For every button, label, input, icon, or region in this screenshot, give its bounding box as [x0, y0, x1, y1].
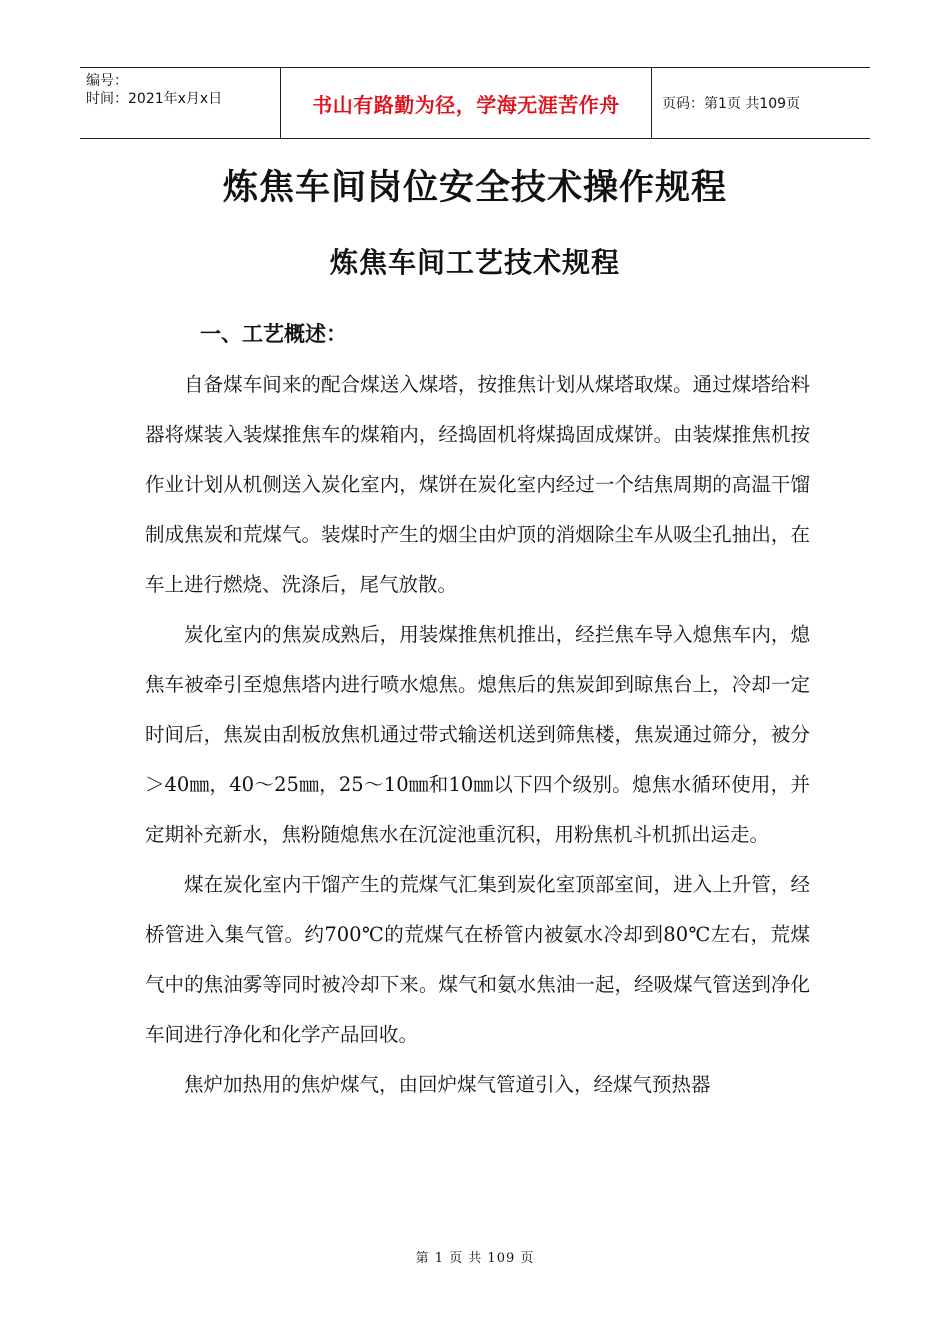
paragraph: 炭化室内的焦炭成熟后，用装煤推焦机推出，经拦焦车导入熄焦车内，熄焦车被牵引至熄焦塔内进行喷水熄焦。熄焦后的焦炭卸到晾焦台上，冷却一定时间后，焦炭由刮板放焦机通过带式输送机送到筛焦楼，焦炭通过筛分，被分＞40㎜，40～25㎜，25～10㎜和10㎜以下四个级别。熄焦水循环使用，并定期补充新水，焦粉随熄焦水在沉淀池重沉积，用粉焦机斗机抓出运走。 — [145, 623, 810, 846]
header-page-info: 页码：第1页 共109页 — [662, 96, 801, 112]
document-subtitle: 炼焦车间工艺技术规程 — [329, 246, 620, 279]
document-header — [80, 67, 870, 139]
paragraph: 自备煤车间来的配合煤送入煤塔，按推焦计划从煤塔取煤。通过煤塔给料器将煤装入装煤推焦车的煤箱内，经捣固机将煤捣固成煤饼。由装煤推焦机按作业计划从机侧送入炭化室内，煤饼在炭化室内经过一个结焦周期的高温干馏制成焦炭和荒煤气。装煤时产生的烟尘由炉顶的消烟除尘车从吸尘孔抽出，在车上进行燃烧、洗涤后，尾气放散。 — [145, 373, 810, 596]
time-label: 时间：2021年x月x日 — [86, 91, 223, 107]
page-footer: 第 1 页 共 109 页 — [415, 1251, 535, 1266]
header-meta — [80, 68, 281, 138]
paragraph: 焦炉加热用的焦炉煤气，由回炉煤气管道引入，经煤气预热器 — [184, 1073, 711, 1096]
number-label: 编号： — [86, 73, 128, 89]
paragraph: 煤在炭化室内干馏产生的荒煤气汇集到炭化室顶部室间，进入上升管，经桥管进入集气管。约700℃的荒煤气在桥管内被氨水冷却到80℃左右，荒煤气中的焦油雾等同时被冷却下来。煤气和氨水焦油一起，经吸煤气管送到净化车间进行净化和化学产品回收。 — [145, 873, 810, 1046]
header-motto: 书山有路勤为径，学海无涯苦作舟 — [281, 68, 652, 138]
document-title: 炼焦车间岗位安全技术操作规程 — [222, 168, 727, 208]
body-text — [145, 360, 810, 1110]
section-heading: 一、工艺概述： — [200, 322, 347, 346]
